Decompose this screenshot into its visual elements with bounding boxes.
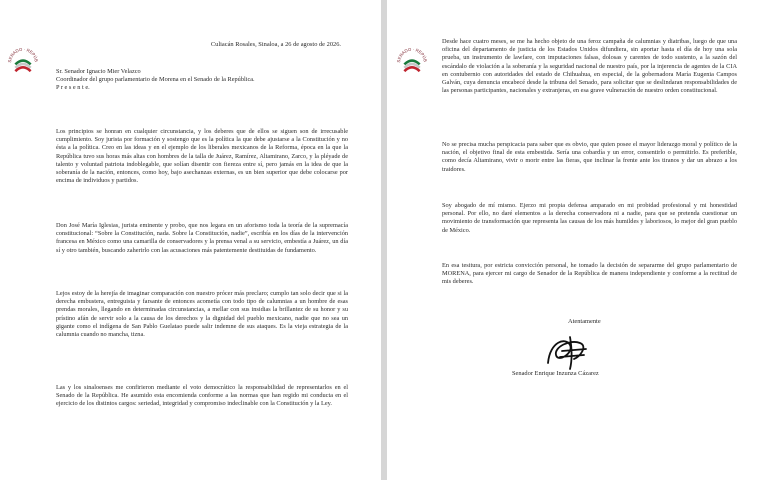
paragraph: Los principios se honran en cualquier circunstancia, y los deberes que de ellos se siguen son de irrecusable cumplimiento. Soy jurista por formación y sostengo que es la política la que debe ajustarse a la Constitución y no ésta a la política. Creo en las ideas y en el ejemplo de los liberales mexicanos de la Reforma, época en la que la República tuvo sus horas más altas con hombres de la talla de Juárez, Ramírez, Altamirano, Zarco, y la pléyade de talento y voluntad patriota indoblegable, que solían disentir con fiereza entre sí, pero jamás en la idea de que la soberanía de la nación, entonces, como hoy, bajo asechanzas externas, es un bien superior que debe colocarse por encima de individuos y partidos.	[56, 128, 348, 185]
paragraph: Desde hace cuatro meses, se me ha hecho objeto de una feroz campaña de calumnias y diatribas, luego de que una oficina del departamento de justicia de los Estados Unidos difundiera, sin aportar hasta el día de hoy una sola prueba, un instrumento de lawfare, con imputaciones falsas, dolosas y carentes de todo sustento, a la sazón del escándalo de violación a la soberanía y la seguridad nacional de nuestro país, por la injerencia de agentes de la CIA en contubernio con autoridades del estado de Chihuahua, en especial, de la gobernadora María Eugenia Campos Galván, cuya denuncia encabecé desde la tribuna del Senado, para solicitar que se deslindaran responsabilidades de las personas participantes, nacionales y extranjeras, en esa grave vulneración de nuestro orden constitucional.	[442, 38, 737, 95]
paragraph: Soy abogado de mí mismo. Ejerzo mi propia defensa amparado en mi probidad profesional y mi honestidad personal. Por ello, no daré elementos a la derecha conservadora ni a nadie, para que se pretenda cuestionar un movimiento de transformación que representa las causas de los más humildes y laboriosos, lo mejor del gran pueblo de México.	[442, 202, 737, 234]
dateline: Culiacán Rosales, Sinaloa, a 26 de agosto de 2026.	[210, 41, 341, 48]
senate-seal-logo	[395, 44, 429, 78]
handwritten-signature	[540, 333, 600, 371]
senate-seal-logo	[6, 44, 40, 78]
paragraph: Don José María Iglesias, jurista eminente y probo, que nos legara en un aforismo toda la teoría de la supremacía constitucional: “Sobre la Constitución, nada. Sobre la Constitución, nadie”, escribía en los días de la intervención francesa en México como una camarilla de conservadores y la prensa venal a su servicio, embestía a Juárez, un día sí y otro también, buscando zaherirlo con las acusaciones más patentemente destituidas de fundamento.	[56, 222, 348, 254]
recipient-name: Sr. Senador Ignacio Mier Velazco	[56, 68, 141, 75]
paragraph: Las y los sinaloenses me confirieron mediante el voto democrático la responsabilidad de representarlos en el Senado de la República. He asumido esta encomienda conforme a las normas que han regido mi conducta en el ejercicio de los distintos cargos: seriedad, integridad y compromiso indeclinable con la Constitución y la Ley.	[56, 384, 348, 408]
paragraph: En esa tesitura, por estricta convicción personal, he tomado la decisión de separarme del grupo parlamentario de MORENA, para ejercer mi cargo de Senador de la República de manera independiente y conforme a la rectitud de mis deberes.	[442, 262, 737, 286]
signer-name: Senador Enrique Inzunza Cázarez	[512, 370, 599, 377]
recipient-block	[56, 68, 346, 93]
recipient-presente: P r e s e n t e.	[56, 84, 90, 92]
closing-salutation: Atentamente	[568, 318, 601, 325]
letter-page-1	[0, 0, 381, 480]
paragraph: No se precisa mucha perspicacia para saber que es obvio, que quien posee el mayor liderazgo moral y político de la nación, el objetivo final de esta embestida. Sería una cobardía y un error, consentirlo o permitirlo. Es preferible, como decía Altamirano, vivir o morir entre las fieras, que inclinar la frente ante los tiranos y dar un abrazo a los traidores.	[442, 141, 737, 173]
recipient-title: Coordinador del grupo parlamentario de Morena en el Senado de la República.	[56, 76, 255, 84]
svg-text:SENADO · REPÚBLICA: SENADO · REPÚB	[7, 46, 39, 63]
paragraph: Lejos estoy de la herejía de imaginar comparación con nuestro prócer más preclaro; cumplo tan solo decir que si la derecha embustera, entreguista y farsante de entonces acometía con todo tipo de calumnias a un hombre de esas prendas morales, llegando en determinadas circunstancias, a mellar con sus insidias la brillantez de su honor y su prístino afán de servir solo a la causa de los derechos y la dignidad del pueblo mexicano, nadie que no sea un gigante como el indígena de San Pablo Guelatao puede salir indemne de sus ataques. Es la vieja estrategia de la calumnia cuando no mancha, tizna.	[56, 290, 348, 339]
letter-page-2	[387, 0, 768, 480]
svg-text:SENADO · REPÚBLICA: SENADO · REPÚB	[396, 46, 428, 63]
